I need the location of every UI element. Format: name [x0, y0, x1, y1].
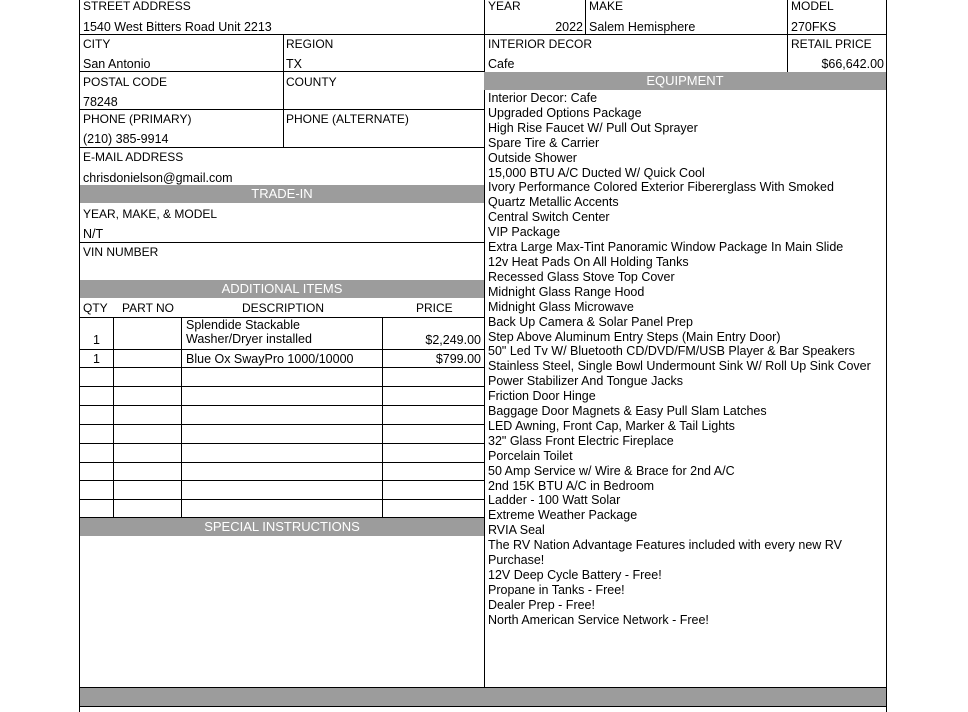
item-description: Splendide Stackable Washer/Dryer installed — [186, 318, 312, 346]
region-label: REGION — [286, 37, 334, 51]
equipment-item: Midnight Glass Range Hood — [488, 284, 645, 299]
equipment-item: Baggage Door Magnets & Easy Pull Slam Latches — [488, 404, 767, 419]
postal-value: 78248 — [83, 95, 118, 109]
vin-label: VIN NUMBER — [83, 245, 159, 259]
equipment-item: Propane in Tanks - Free! — [488, 582, 625, 597]
purchase-form — [79, 0, 887, 712]
divider — [80, 386, 484, 387]
divider — [382, 317, 383, 518]
region-value: TX — [286, 57, 302, 71]
divider — [80, 443, 484, 444]
equipment-item: 32" Glass Front Electric Fireplace — [488, 433, 674, 448]
equipment-item: North American Service Network - Free! — [488, 612, 709, 627]
additional-items-header: ADDITIONAL ITEMS — [80, 280, 484, 298]
email-label: E-MAIL ADDRESS — [83, 150, 184, 164]
retail-price-label: RETAIL PRICE — [791, 37, 872, 51]
divider — [80, 367, 484, 368]
equipment-item: Friction Door Hinge — [488, 389, 596, 404]
col-qty: QTY — [83, 301, 108, 315]
equipment-item: 12v Heat Pads On All Holding Tanks — [488, 254, 689, 269]
divider — [80, 462, 484, 463]
divider — [113, 317, 114, 518]
divider — [585, 0, 586, 34]
item-description: Blue Ox SwayPro 1000/10000 — [186, 352, 354, 366]
divider — [80, 147, 484, 148]
equipment-item: Ladder - 100 Watt Solar — [488, 493, 621, 508]
equipment-item: Back Up Camera & Solar Panel Prep — [488, 314, 693, 329]
divider — [181, 317, 182, 518]
item-price: $2,249.00 — [425, 333, 481, 347]
divider — [80, 405, 484, 406]
equipment-item: Stainless Steel, Single Bowl Undermount Sink W/ Roll Up Sink Cover — [488, 359, 871, 374]
equipment-item: Extreme Weather Package — [488, 508, 638, 523]
equipment-item: Quartz Metallic Accents — [488, 195, 619, 210]
retail-price-value: $66,642.00 — [821, 57, 884, 71]
equipment-list — [488, 91, 886, 628]
equipment-item: Central Switch Center — [488, 210, 610, 225]
equipment-item: 12V Deep Cycle Battery - Free! — [488, 568, 662, 582]
model-label: MODEL — [791, 0, 834, 13]
equipment-item: Power Stabilizer And Tongue Jacks — [488, 374, 684, 389]
divider — [80, 706, 886, 707]
divider — [484, 34, 886, 35]
equipment-item: Extra Large Max-Tint Panoramic Window Package In Main Slide — [488, 240, 844, 255]
col-price: PRICE — [416, 301, 453, 315]
equipment-item: RVIA Seal — [488, 523, 545, 538]
equipment-item: Recessed Glass Stove Top Cover — [488, 269, 675, 284]
postal-label: POSTAL CODE — [83, 75, 168, 89]
city-label: CITY — [83, 37, 111, 51]
equipment-item: Dealer Prep - Free! — [488, 597, 595, 612]
equipment-item: 2nd 15K BTU A/C in Bedroom — [488, 478, 655, 493]
tradein-header: TRADE-IN — [80, 185, 484, 203]
equipment-item: Interior Decor: Cafe — [488, 91, 598, 105]
divider — [80, 34, 484, 35]
equipment-item: Step Above Aluminum Entry Steps (Main Entry Door) — [488, 329, 781, 344]
model-value: 270FKS — [791, 20, 837, 34]
equipment-item: 50" Led Tv W/ Bluetooth CD/DVD/FM/USB Player & Bar Speakers — [488, 344, 855, 359]
divider — [80, 109, 484, 110]
divider — [80, 242, 484, 243]
equipment-item: VIP Package — [488, 225, 561, 240]
interior-decor-value: Cafe — [488, 57, 515, 71]
divider — [80, 71, 484, 72]
equipment-item: LED Awning, Front Cap, Marker & Tail Lights — [488, 418, 735, 433]
equipment-item: Spare Tire & Carrier — [488, 135, 600, 150]
item-price: $799.00 — [435, 352, 481, 366]
phone-alternate-label: PHONE (ALTERNATE) — [286, 112, 409, 126]
street-value: 1540 West Bitters Road Unit 2213 — [83, 20, 272, 34]
special-instructions-header: SPECIAL INSTRUCTIONS — [80, 518, 484, 536]
equipment-item: High Rise Faucet W/ Pull Out Sprayer — [488, 120, 698, 135]
item-qty: 1 — [93, 352, 100, 366]
street-label: STREET ADDRESS — [83, 0, 191, 13]
city-value: San Antonio — [83, 57, 151, 71]
item-qty: 1 — [93, 333, 100, 347]
make-value: Salem Hemisphere — [589, 20, 696, 34]
equipment-item: The RV Nation Advantage Features included with every new RV Purchase! — [488, 538, 842, 568]
divider — [283, 109, 284, 147]
col-part-no: PART NO — [122, 301, 175, 315]
divider — [80, 424, 484, 425]
make-label: MAKE — [589, 0, 624, 13]
equipment-item: Porcelain Toilet — [488, 448, 573, 463]
year-label: YEAR — [488, 0, 521, 13]
equipment-item: 50 Amp Service w/ Wire & Brace for 2nd A/C — [488, 463, 735, 478]
year-value: 2022 — [555, 20, 583, 34]
equipment-header: EQUIPMENT — [484, 72, 886, 90]
equipment-item: Midnight Glass Microwave — [488, 299, 634, 314]
col-description: DESCRIPTION — [242, 301, 325, 315]
divider — [80, 349, 484, 350]
column-divider — [484, 0, 485, 690]
equipment-item: 15,000 BTU A/C Ducted W/ Quick Cool — [488, 165, 705, 180]
interior-decor-label: INTERIOR DECOR — [488, 37, 593, 51]
email-value: chrisdonielson@gmail.com — [83, 171, 233, 185]
tradein-ymm-label: YEAR, MAKE, & MODEL — [83, 207, 218, 221]
special-instructions-area — [80, 536, 484, 687]
county-label: COUNTY — [286, 75, 337, 89]
tradein-ymm-value: N/T — [83, 227, 104, 241]
equipment-item: Upgraded Options Package — [488, 105, 642, 120]
footer-header-bar — [80, 688, 886, 706]
divider — [80, 499, 484, 500]
equipment-item: Outside Shower — [488, 150, 577, 165]
equipment-item: Ivory Performance Colored Exterior Fibererglass With Smoked — [488, 180, 834, 195]
phone-primary-value: (210) 385-9914 — [83, 132, 169, 146]
divider — [80, 480, 484, 481]
phone-primary-label: PHONE (PRIMARY) — [83, 112, 192, 126]
